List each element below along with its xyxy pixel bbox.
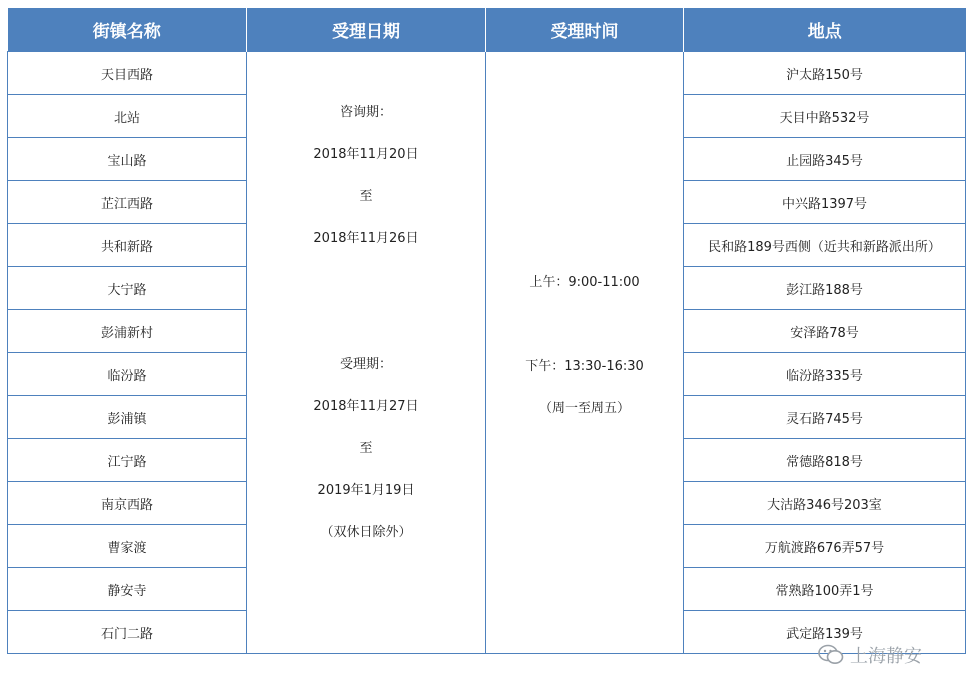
accept-end: 2019年1月19日: [317, 483, 415, 498]
street-cell: 南京西路: [8, 482, 247, 525]
table-row: [8, 52, 966, 95]
street-cell: 静安寺: [8, 568, 247, 611]
street-cell: 共和新路: [8, 224, 247, 267]
location-cell: 止园路345号: [684, 138, 966, 181]
consult-end: 2018年11月26日: [313, 231, 419, 246]
street-cell: 宝山路: [8, 138, 247, 181]
header-location: 地点: [684, 8, 966, 52]
street-cell: 江宁路: [8, 439, 247, 482]
wechat-icon: [818, 644, 844, 666]
location-cell: 彭江路188号: [684, 267, 966, 310]
accept-to: 至: [359, 441, 373, 456]
location-cell: 临汾路335号: [684, 353, 966, 396]
street-cell: 石门二路: [8, 611, 247, 654]
date-cell: [247, 52, 486, 654]
morning-hours: 上午：9:00-11:00: [529, 275, 640, 290]
service-table: [7, 8, 966, 654]
time-cell: [486, 52, 684, 654]
accept-label: 受理期：: [339, 357, 392, 372]
street-cell: 临汾路: [8, 353, 247, 396]
weekend-note: （双休日除外）: [320, 525, 412, 540]
location-cell: 万航渡路676弄57号: [684, 525, 966, 568]
street-cell: 彭浦镇: [8, 396, 247, 439]
street-cell: 天目西路: [8, 52, 247, 95]
location-cell: 天目中路532号: [684, 95, 966, 138]
consult-label: 咨询期：: [339, 105, 392, 120]
location-cell: 武定路139号: [684, 611, 966, 654]
consult-to: 至: [359, 189, 373, 204]
wechat-watermark: [818, 642, 922, 668]
location-cell: 常熟路100弄1号: [684, 568, 966, 611]
location-cell: 民和路189号西侧（近共和新路派出所）: [684, 224, 966, 267]
location-cell: 沪太路150号: [684, 52, 966, 95]
street-cell: 芷江西路: [8, 181, 247, 224]
header-date: 受理日期: [247, 8, 486, 52]
header-time: 受理时间: [486, 8, 684, 52]
location-cell: 常德路818号: [684, 439, 966, 482]
street-cell: 大宁路: [8, 267, 247, 310]
street-cell: 彭浦新村: [8, 310, 247, 353]
consult-start: 2018年11月20日: [313, 147, 419, 162]
location-cell: 大沽路346号203室: [684, 482, 966, 525]
location-cell: 灵石路745号: [684, 396, 966, 439]
street-cell: 曹家渡: [8, 525, 247, 568]
header-row: [8, 8, 966, 52]
weekday-note: （周一至周五）: [538, 401, 630, 416]
afternoon-hours: 下午：13:30-16:30: [525, 359, 644, 374]
header-street: 街镇名称: [8, 8, 247, 52]
location-cell: 安泽路78号: [684, 310, 966, 353]
street-cell: 北站: [8, 95, 247, 138]
accept-start: 2018年11月27日: [313, 399, 419, 414]
watermark-text: 上海静安: [850, 646, 922, 667]
location-cell: 中兴路1397号: [684, 181, 966, 224]
